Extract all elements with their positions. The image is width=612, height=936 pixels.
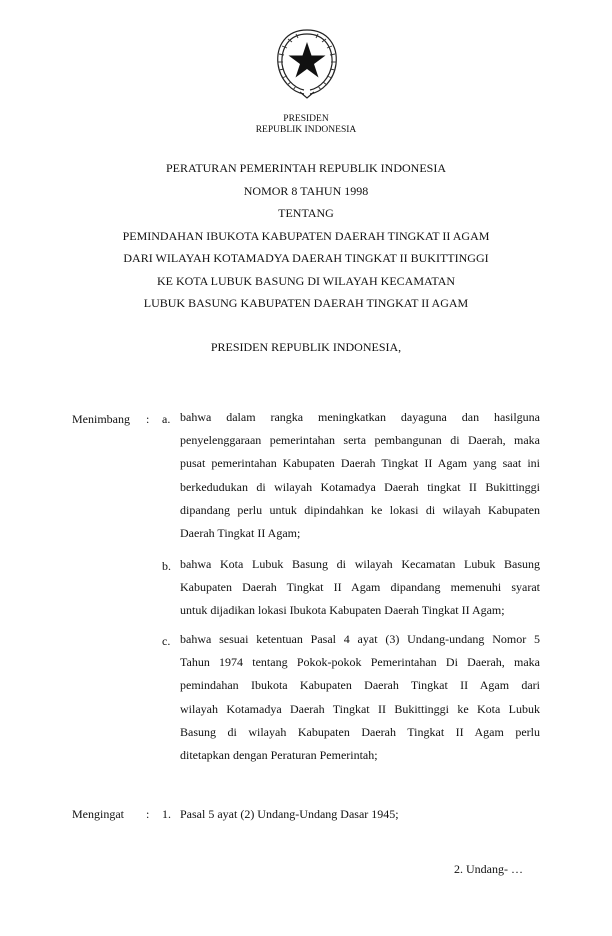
header-republik-indonesia: REPUBLIK INDONESIA bbox=[255, 125, 357, 135]
presiden-line: PRESIDEN REPUBLIK INDONESIA, bbox=[210, 340, 402, 354]
menimbang-colon: : bbox=[146, 412, 150, 426]
text-line: pemindahan Ibukota Kabupaten Daerah Tingkat II Agam dari bbox=[180, 678, 540, 693]
menimbang-item-b bbox=[180, 553, 540, 623]
text-line: penyelenggaraan pemerintahan serta pembangunan di Daerah, maka bbox=[180, 433, 540, 448]
item-marker-c: c. bbox=[162, 634, 171, 648]
text-line: untuk dijadikan lokasi Ibukota Kabupaten Daerah Tingkat II Agam; bbox=[180, 603, 505, 618]
title-line: NOMOR 8 TAHUN 1998 bbox=[243, 183, 369, 198]
garuda-star-wreath-icon bbox=[270, 24, 344, 102]
title-line: TENTANG bbox=[278, 206, 334, 220]
title-line: DARI WILAYAH KOTAMADYA DAERAH TINGKAT II BUKITTINGGI bbox=[123, 251, 489, 265]
mengingat-item-1: Pasal 5 ayat (2) Undang-Undang Dasar 1945; bbox=[180, 807, 399, 821]
text-line: bahwa sesuai ketentuan Pasal 4 ayat (3) Undang-undang Nomor 5 bbox=[180, 632, 540, 646]
title-line: PERATURAN PEMERINTAH REPUBLIK INDONESIA bbox=[165, 161, 447, 175]
text-line: bahwa dalam rangka meningkatkan dayaguna dan hasilguna bbox=[180, 410, 540, 424]
emblem bbox=[270, 24, 344, 102]
menimbang-item-a bbox=[180, 406, 540, 545]
text-line: Kabupaten Daerah Tingkat II Agam dipandang memenuhi syarat bbox=[180, 580, 540, 595]
text-line: berkedudukan di wilayah Kotamadya Daerah tingkat II Bukittinggi bbox=[180, 479, 540, 494]
title-line: PEMINDAHAN IBUKOTA KABUPATEN DAERAH TINGKAT II AGAM bbox=[122, 228, 490, 243]
text-line: pusat pemerintahan Kabupaten Daerah Tingkat II Agam yang saat ini bbox=[180, 456, 540, 471]
text-line: Basung di wilayah Kabupaten Daerah Tingkat II Agam perlu bbox=[180, 724, 540, 739]
header-presiden: PRESIDEN bbox=[283, 114, 329, 124]
text-line: bahwa Kota Lubuk Basung di wilayah Kecamatan Lubuk Basung bbox=[180, 557, 540, 571]
item-marker-1: 1. bbox=[162, 807, 171, 821]
title-line: KE KOTA LUBUK BASUNG DI WILAYAH KECAMATAN bbox=[156, 273, 456, 288]
text-line: Tahun 1974 tentang Pokok-pokok Pemerintahan Di Daerah, maka bbox=[180, 655, 540, 670]
text-line: wilayah Kotamadya Daerah Tingkat II Bukittinggi ke Kota Lubuk bbox=[180, 701, 540, 716]
regulation-title bbox=[0, 157, 612, 315]
text-line: dipandang perlu untuk dipindahkan ke lokasi di wilayah Kabupaten bbox=[180, 502, 540, 517]
item-marker-b: b. bbox=[162, 559, 171, 573]
page-continuation: 2. Undang- … bbox=[454, 862, 523, 876]
mengingat-label: Mengingat bbox=[72, 807, 124, 821]
menimbang-item-c bbox=[180, 628, 540, 767]
mengingat-colon: : bbox=[146, 807, 150, 821]
item-marker-a: a. bbox=[162, 412, 171, 426]
menimbang-label: Menimbang bbox=[72, 412, 130, 426]
text-line: ditetapkan dengan Peraturan Pemerintah; bbox=[180, 748, 378, 763]
text-line: Daerah Tingkat II Agam; bbox=[180, 526, 301, 541]
title-line: LUBUK BASUNG KABUPATEN DAERAH TINGKAT II AGAM bbox=[143, 296, 469, 310]
